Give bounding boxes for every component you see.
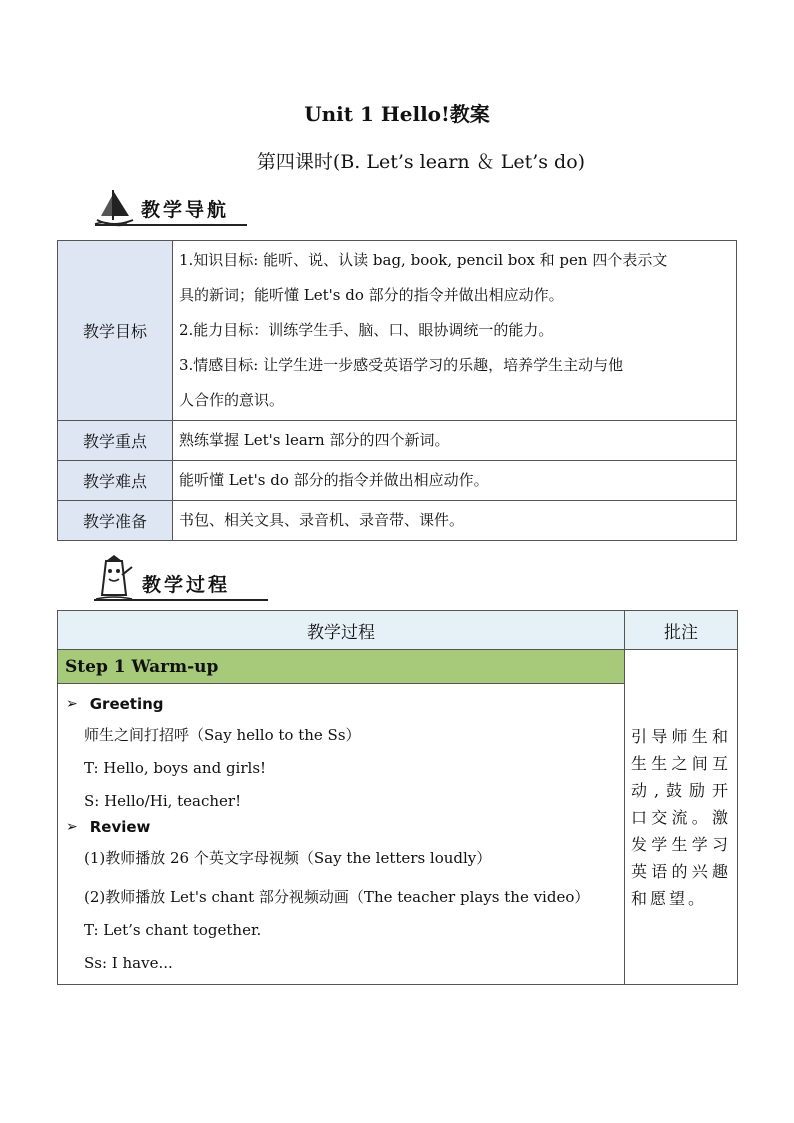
arrow-bullet-icon: ➢ xyxy=(66,696,78,712)
row-label: 教学准备 xyxy=(58,501,173,541)
content-line: T: Hello, boys and girls! xyxy=(84,759,267,777)
sailboat-icon xyxy=(93,186,137,228)
row-label: 教学难点 xyxy=(58,461,173,501)
page-subtitle: 第四课时(B. Let’s learn ＆ Let’s do) xyxy=(256,151,586,173)
notes-cell: 引导师生和生生之间互动,鼓励开口交流。激发学生学习英语的兴趣和愿望。 xyxy=(625,650,738,985)
bullet-review xyxy=(66,818,618,836)
objective-line: 具的新词；能听懂 Let's do 部分的指令并做出相应动作。 xyxy=(179,286,564,304)
content-line: (1)教师播放 26 个英文字母视频（Say the letters loudly） xyxy=(84,849,492,867)
table-row xyxy=(58,650,738,684)
section-underline xyxy=(95,224,247,226)
section-teaching-navigation-label: 教学导航 xyxy=(141,199,230,221)
header-notes: 批注 xyxy=(625,611,738,650)
content-line: 师生之间打招呼（Say hello to the Ss） xyxy=(84,726,361,744)
section-teaching-navigation xyxy=(93,186,253,228)
row-value: 能听懂 Let's do 部分的指令并做出相应动作。 xyxy=(173,461,737,501)
table-row xyxy=(58,461,737,501)
section-teaching-process-label: 教学过程 xyxy=(142,574,231,596)
content-line: T: Let’s chant together. xyxy=(84,921,262,939)
table-row xyxy=(58,421,737,461)
bullet-greeting xyxy=(66,695,618,713)
objective-line: 1.知识目标: 能听、说、认读 bag, book, pencil box 和 pen 四个表示文 xyxy=(179,251,668,269)
pencil-character-icon xyxy=(92,555,136,605)
content-line: (2)教师播放 Let's chant 部分视频动画（The teacher plays the video） xyxy=(84,888,590,906)
objectives-table xyxy=(57,240,737,541)
arrow-bullet-icon: ➢ xyxy=(66,819,78,835)
section-underline xyxy=(94,599,268,601)
objective-line: 人合作的意识。 xyxy=(179,391,285,409)
table-row xyxy=(58,501,737,541)
step-title: Step 1 Warm-up xyxy=(58,650,625,684)
row-value: 熟练掌握 Let's learn 部分的四个新词。 xyxy=(173,421,737,461)
table-row xyxy=(58,241,737,421)
row-label: 教学重点 xyxy=(58,421,173,461)
table-header-row xyxy=(58,611,738,650)
objectives-text xyxy=(173,241,737,421)
bullet-heading: Greeting xyxy=(89,695,164,713)
bullet-heading: Review xyxy=(89,818,151,836)
content-line: S: Hello/Hi, teacher! xyxy=(84,792,242,810)
page-title: Unit 1 Hello!教案 xyxy=(304,102,490,126)
objective-line: 2.能力目标：训练学生手、脑、口、眼协调统一的能力。 xyxy=(179,321,554,339)
header-process: 教学过程 xyxy=(58,611,625,650)
objective-line: 3.情感目标: 让学生进一步感受英语学习的乐趣，培养学生主动与他 xyxy=(179,356,624,374)
process-table xyxy=(57,610,738,985)
section-teaching-process xyxy=(92,555,272,605)
step-content xyxy=(58,684,625,985)
row-label: 教学目标 xyxy=(58,241,173,421)
content-line: Ss: I have... xyxy=(84,954,173,972)
row-value: 书包、相关文具、录音机、录音带、课件。 xyxy=(173,501,737,541)
